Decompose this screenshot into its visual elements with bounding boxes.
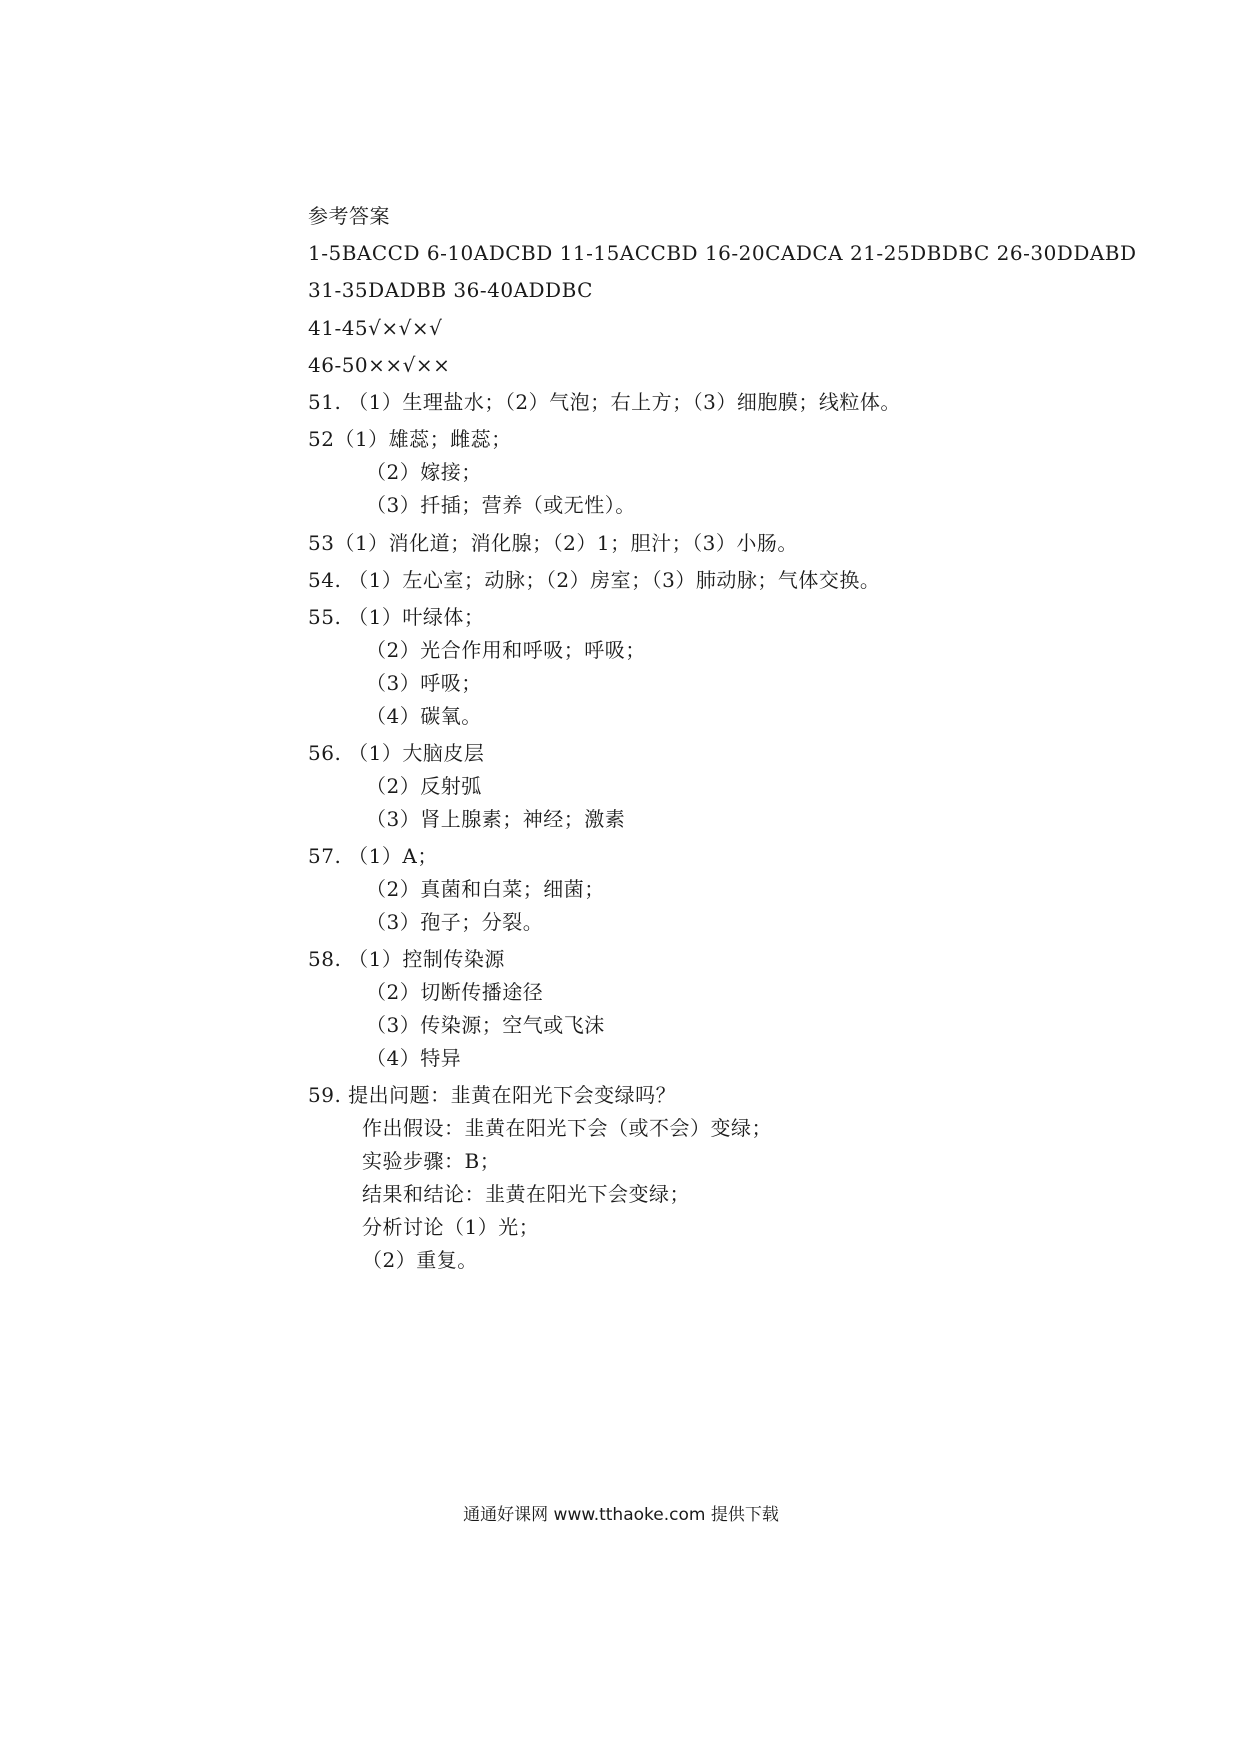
answer-58-line-1: 58. （1）控制传染源: [308, 947, 505, 971]
answer-55-line-3: （3）呼吸；: [366, 671, 482, 695]
answer-54: 54. （1）左心室；动脉；（2）房室；（3）肺动脉；气体交换。: [308, 568, 881, 592]
answer-56-line-1: 56. （1）大脑皮层: [308, 741, 485, 765]
answer-55-line-1: 55. （1）叶绿体；: [308, 605, 485, 629]
answer-51: 51. （1）生理盐水；（2）气泡；右上方；（3）细胞膜；线粒体。: [308, 390, 901, 414]
answer-55-line-4: （4）碳氧。: [366, 704, 482, 728]
answer-57-line-2: （2）真菌和白菜；细菌；: [366, 877, 605, 901]
answer-59-line-3: 实验步骤：B；: [362, 1149, 501, 1173]
answer-53: 53（1）消化道；消化腺；（2）1；胆汁；（3）小肠。: [308, 531, 798, 555]
answer-58-line-3: （3）传染源；空气或飞沫: [366, 1013, 605, 1037]
answer-58-line-4: （4）特异: [366, 1046, 462, 1070]
answer-56-line-2: （2）反射弧: [366, 774, 482, 798]
answer-58-line-2: （2）切断传播途径: [366, 980, 544, 1004]
answer-52-line-1: 52（1）雄蕊；雌蕊；: [308, 427, 512, 451]
answer-52-line-3: （3）扦插；营养（或无性）。: [366, 493, 636, 517]
answer-56-line-3: （3）肾上腺素；神经；激素: [366, 807, 626, 831]
answer-57-line-1: 57. （1）A；: [308, 844, 438, 868]
answer-59-line-4: 结果和结论：韭黄在阳光下会变绿；: [362, 1182, 690, 1206]
answer-59-line-6: （2）重复。: [362, 1248, 478, 1272]
answer-59-line-1: 59. 提出问题：韭黄在阳光下会变绿吗？: [308, 1083, 677, 1107]
page-title: 参考答案: [308, 204, 390, 228]
answer-57-line-3: （3）孢子；分裂。: [366, 910, 544, 934]
answer-52-line-2: （2）嫁接；: [366, 460, 482, 484]
footer-source: 通通好课网 www.tthaoke.com 提供下载: [463, 1505, 779, 1525]
answer-59-line-5: 分析讨论（1）光；: [362, 1215, 540, 1239]
judge-answers-line-2: 46-50××√××: [308, 353, 451, 377]
choice-answers-line-2: 31-35DADBB 36-40ADDBC: [308, 278, 593, 302]
answer-55-line-2: （2）光合作用和呼吸；呼吸；: [366, 638, 646, 662]
choice-answers-line-1: 1-5BACCD 6-10ADCBD 11-15ACCBD 16-20CADCA 21-25DBDBC 26-30DDABD: [308, 241, 1137, 265]
answer-59-line-2: 作出假设：韭黄在阳光下会（或不会）变绿；: [362, 1116, 772, 1140]
judge-answers-line-1: 41-45√×√×√: [308, 316, 443, 340]
